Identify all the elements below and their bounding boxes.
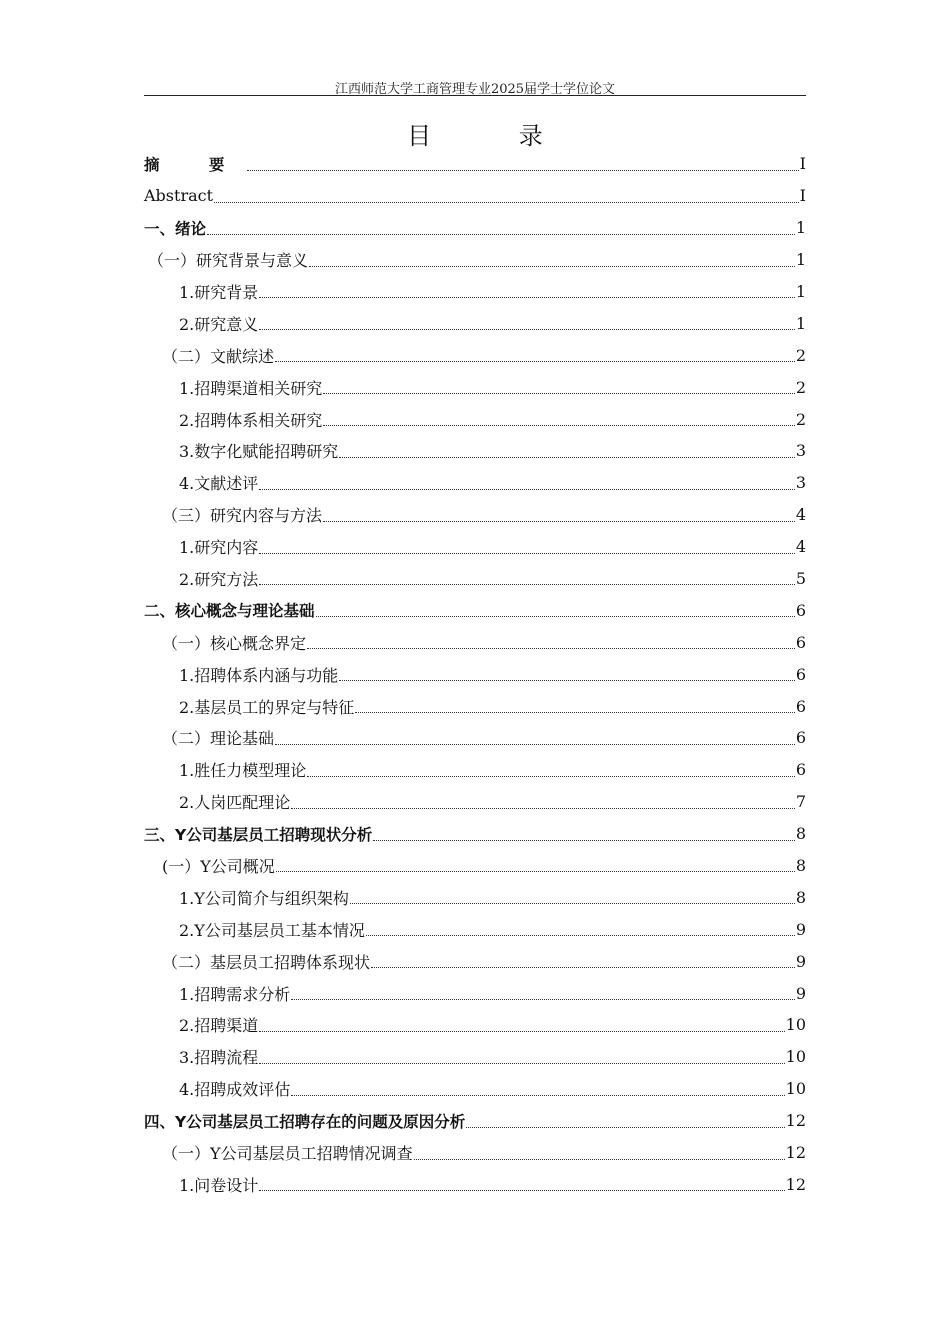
toc-entry[interactable] bbox=[144, 594, 806, 626]
toc-dot-leader bbox=[207, 234, 795, 235]
toc-entry[interactable] bbox=[144, 881, 806, 913]
toc-entry[interactable] bbox=[144, 1073, 806, 1105]
toc-entry-page-number: 12 bbox=[785, 1143, 806, 1163]
toc-entry-page-number: 1 bbox=[795, 313, 806, 333]
toc-dot-leader bbox=[291, 808, 795, 809]
toc-dot-leader bbox=[276, 871, 795, 872]
toc-dot-leader bbox=[259, 1063, 784, 1064]
toc-entry-label: 一、绪论 bbox=[144, 219, 207, 238]
toc-entry-label: 1.招聘体系内涵与功能 bbox=[179, 665, 339, 685]
toc-entry-label: (一）Y公司概况 bbox=[162, 857, 275, 877]
toc-dot-leader bbox=[291, 1095, 784, 1096]
toc-entry-label: 2.研究意义 bbox=[179, 314, 259, 334]
toc-entry-page-number: 2 bbox=[795, 345, 806, 365]
toc-entry-label: （二）基层员工招聘体系现状 bbox=[162, 952, 371, 972]
toc-dot-leader bbox=[366, 935, 795, 936]
toc-entry-page-number: 8 bbox=[795, 824, 806, 844]
toc-entry[interactable] bbox=[144, 1169, 806, 1201]
toc-entry-page-number: 1 bbox=[795, 218, 806, 238]
toc-dot-leader bbox=[291, 999, 795, 1000]
toc-entry-page-number: 1 bbox=[795, 250, 806, 270]
toc-dot-leader bbox=[259, 329, 795, 330]
toc-entry-label: （一）核心概念界定 bbox=[162, 633, 307, 653]
toc-entry[interactable] bbox=[144, 563, 806, 595]
toc-entry-label: 3.招聘流程 bbox=[179, 1048, 259, 1068]
toc-entry[interactable] bbox=[144, 499, 806, 531]
toc-dot-leader bbox=[323, 425, 795, 426]
toc-entry-page-number: 6 bbox=[795, 600, 806, 620]
toc-entry[interactable] bbox=[144, 212, 806, 244]
toc-entry-page-number: 10 bbox=[785, 1015, 806, 1035]
toc-entry-page-number: 6 bbox=[795, 664, 806, 684]
toc-entry-page-number: 6 bbox=[795, 632, 806, 652]
toc-dot-leader bbox=[466, 1127, 784, 1128]
toc-entry[interactable] bbox=[144, 435, 806, 467]
toc-dot-leader bbox=[355, 712, 795, 713]
toc-entry[interactable] bbox=[144, 626, 806, 658]
toc-entry-label: （二）文献综述 bbox=[162, 346, 275, 366]
toc-entry-label: 三、Y公司基层员工招聘现状分析 bbox=[144, 825, 373, 844]
toc-dot-leader bbox=[275, 361, 795, 362]
toc-entry[interactable] bbox=[144, 945, 806, 977]
toc-dot-leader bbox=[307, 648, 795, 649]
toc-entry-label: 1.问卷设计 bbox=[179, 1175, 259, 1195]
toc-entry-label: （一）Y公司基层员工招聘情况调查 bbox=[162, 1144, 413, 1164]
toc-entry[interactable] bbox=[144, 754, 806, 786]
toc-entry[interactable] bbox=[144, 531, 806, 563]
toc-dot-leader bbox=[275, 744, 795, 745]
toc-entry[interactable] bbox=[144, 1137, 806, 1169]
toc-dot-leader bbox=[373, 840, 795, 841]
toc-dot-leader bbox=[259, 553, 795, 554]
toc-entry[interactable] bbox=[144, 403, 806, 435]
toc-dot-leader bbox=[259, 584, 795, 585]
toc-entry-label: 4.招聘成效评估 bbox=[179, 1080, 291, 1100]
toc-entry-label: 2.人岗匹配理论 bbox=[179, 793, 291, 813]
toc-entry-label: 2.研究方法 bbox=[179, 570, 259, 590]
toc-entry-label: （二）理论基础 bbox=[162, 729, 275, 749]
toc-entry-label: 1.胜任力模型理论 bbox=[179, 761, 307, 781]
toc-entry-label: 二、核心概念与理论基础 bbox=[144, 602, 315, 621]
toc-entry-page-number: I bbox=[799, 186, 806, 206]
toc-dot-leader bbox=[414, 1159, 785, 1160]
toc-entry-page-number: 10 bbox=[785, 1047, 806, 1067]
toc-dot-leader bbox=[371, 967, 795, 968]
toc-entry-page-number: 1 bbox=[795, 282, 806, 301]
toc-dot-leader bbox=[259, 489, 795, 490]
toc-dot-leader bbox=[259, 1190, 784, 1191]
toc-entry-page-number: 9 bbox=[795, 951, 806, 971]
toc-dot-leader bbox=[309, 266, 795, 267]
toc-entry-page-number: 8 bbox=[795, 856, 806, 876]
toc-entry[interactable] bbox=[144, 690, 806, 722]
toc-entry[interactable] bbox=[144, 1041, 806, 1073]
toc-entry-page-number: 2 bbox=[795, 409, 806, 429]
toc-entry-label: 2.Y公司基层员工基本情况 bbox=[179, 920, 365, 940]
toc-dot-leader bbox=[350, 903, 795, 904]
toc-entry-label: 2.招聘渠道 bbox=[179, 1016, 259, 1036]
toc-entry[interactable] bbox=[144, 276, 806, 308]
toc-entry-page-number: 9 bbox=[795, 919, 806, 939]
toc-dot-leader bbox=[214, 202, 799, 203]
toc-entry-label: 1.招聘需求分析 bbox=[179, 984, 291, 1004]
toc-entry-page-number: 12 bbox=[785, 1174, 806, 1194]
toc-entry-label: 2.招聘体系相关研究 bbox=[179, 410, 323, 430]
toc-entry-page-number: I bbox=[799, 154, 806, 174]
toc-entry-label: （三）研究内容与方法 bbox=[162, 506, 323, 526]
toc-entry[interactable] bbox=[144, 467, 806, 499]
toc-entry-page-number: 6 bbox=[795, 760, 806, 780]
header-rule bbox=[144, 95, 806, 96]
toc-entry-label: 2.基层员工的界定与特征 bbox=[179, 697, 355, 717]
toc-entry[interactable] bbox=[144, 307, 806, 339]
toc-entry-page-number: 3 bbox=[795, 473, 806, 493]
table-of-contents bbox=[144, 148, 806, 1200]
toc-entry[interactable] bbox=[144, 180, 806, 212]
toc-entry[interactable] bbox=[144, 148, 806, 180]
toc-entry-page-number: 2 bbox=[795, 377, 806, 397]
toc-entry[interactable] bbox=[144, 244, 806, 276]
toc-entry-label: 摘 要 bbox=[144, 155, 247, 174]
toc-title: 目 录 bbox=[407, 122, 583, 150]
toc-entry-page-number: 7 bbox=[795, 792, 806, 812]
toc-entry-label: Abstract bbox=[144, 186, 214, 206]
toc-entry-label: 3.数字化赋能招聘研究 bbox=[179, 442, 339, 462]
toc-entry-page-number: 4 bbox=[795, 537, 806, 557]
toc-entry-page-number: 10 bbox=[785, 1079, 806, 1099]
toc-entry[interactable] bbox=[144, 913, 806, 945]
toc-entry[interactable] bbox=[144, 722, 806, 754]
toc-entry[interactable] bbox=[144, 371, 806, 403]
toc-dot-leader bbox=[307, 776, 795, 777]
toc-entry-label: （一）研究背景与意义 bbox=[148, 251, 309, 271]
toc-dot-leader bbox=[339, 457, 795, 458]
toc-dot-leader bbox=[323, 393, 795, 394]
toc-entry-label: 1.研究背景 bbox=[179, 283, 259, 302]
toc-entry-label: 四、Y公司基层员工招聘存在的问题及原因分析 bbox=[144, 1112, 466, 1131]
page-header: 江西师范大学工商管理专业2025届学士学位论文 bbox=[334, 82, 616, 97]
toc-entry-label: 4.文献述评 bbox=[179, 474, 259, 494]
toc-entry-label: 1.招聘渠道相关研究 bbox=[179, 378, 323, 398]
toc-entry-page-number: 8 bbox=[795, 887, 806, 907]
toc-entry[interactable] bbox=[144, 786, 806, 818]
toc-entry-page-number: 9 bbox=[795, 983, 806, 1003]
toc-dot-leader bbox=[247, 170, 798, 171]
toc-entry[interactable] bbox=[144, 850, 806, 882]
toc-entry-page-number: 3 bbox=[795, 441, 806, 461]
toc-entry-page-number: 6 bbox=[795, 728, 806, 748]
toc-entry[interactable] bbox=[144, 1105, 806, 1137]
toc-entry-label: 1.Y公司简介与组织架构 bbox=[179, 888, 349, 908]
toc-dot-leader bbox=[316, 616, 795, 617]
toc-entry[interactable] bbox=[144, 658, 806, 690]
toc-entry-label: 1.研究内容 bbox=[179, 538, 259, 558]
toc-dot-leader bbox=[259, 297, 795, 298]
toc-entry-page-number: 12 bbox=[785, 1111, 806, 1131]
toc-entry[interactable] bbox=[144, 977, 806, 1009]
toc-dot-leader bbox=[259, 1031, 784, 1032]
toc-entry[interactable] bbox=[144, 1009, 806, 1041]
toc-entry-page-number: 4 bbox=[795, 505, 806, 525]
toc-dot-leader bbox=[339, 680, 795, 681]
toc-entry[interactable] bbox=[144, 818, 806, 850]
toc-entry-page-number: 5 bbox=[795, 569, 806, 589]
toc-entry[interactable] bbox=[144, 339, 806, 371]
toc-dot-leader bbox=[323, 521, 795, 522]
toc-entry-page-number: 6 bbox=[795, 696, 806, 716]
